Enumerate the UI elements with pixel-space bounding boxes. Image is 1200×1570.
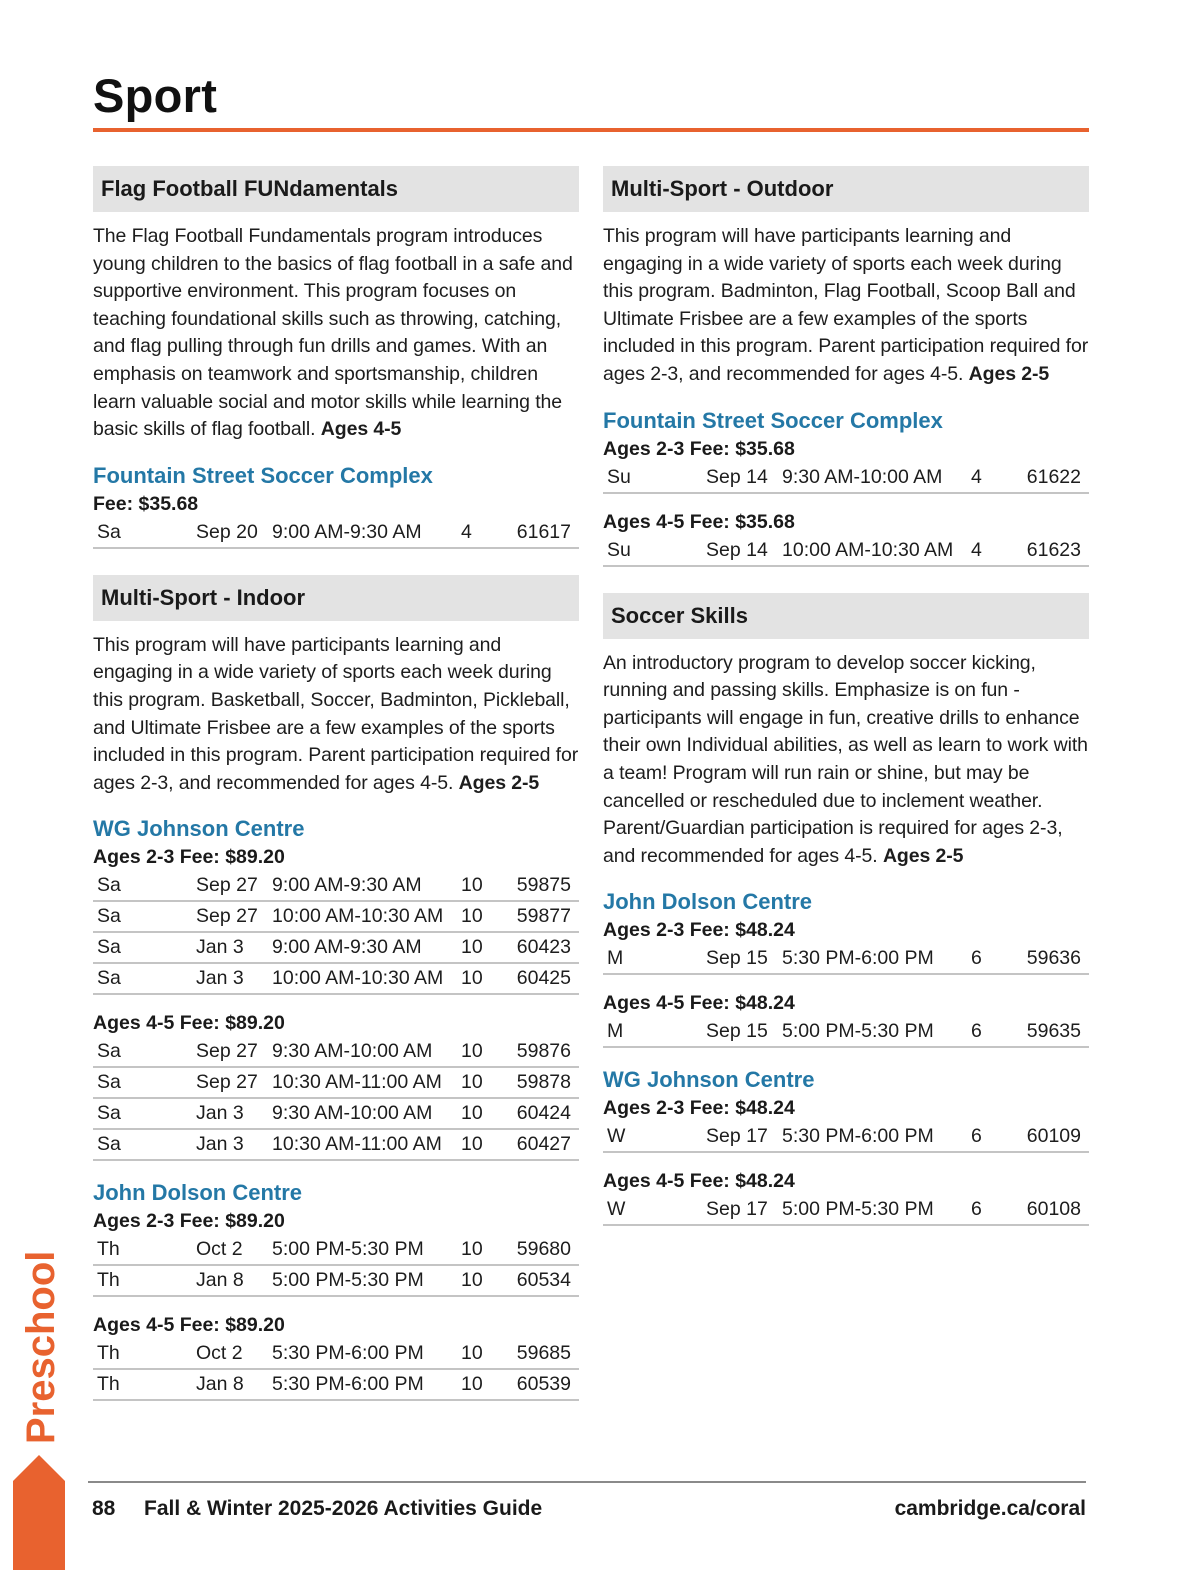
age-range: Ages 2-5 xyxy=(968,362,1050,385)
program-description: An introductory program to develop soccer kicking, running and passing skills. Emphasize is on fun - participants will engage in fun, creative drills to enhance their own Individual abilities, as well as learn to work with a team! Program will run rain or shine, but may be cancelled or rescheduled due to inclement weather. Parent/Guardian participation is required for ages 2-3, and recommended for ages 4-5. Ages 2-5 xyxy=(603,651,1088,867)
section-header: Flag Football FUNdamentals xyxy=(93,166,579,212)
course-code-cell: 59877 xyxy=(516,905,571,928)
day-cell: M xyxy=(607,1020,624,1043)
time-cell: 10:30 AM-11:00 AM xyxy=(272,1133,442,1156)
day-cell: Th xyxy=(97,1269,120,1292)
schedule-table xyxy=(93,1235,579,1297)
sessions-cell: 10 xyxy=(461,936,483,959)
fee-label: Ages 4-5 Fee: $89.20 xyxy=(93,1314,285,1337)
sessions-cell: 10 xyxy=(461,1040,483,1063)
schedule-row xyxy=(93,902,579,933)
schedule-table xyxy=(93,1037,579,1161)
course-code-cell: 59680 xyxy=(516,1238,571,1261)
course-code-cell: 60423 xyxy=(516,936,571,959)
course-code-cell: 60539 xyxy=(516,1373,571,1396)
date-cell: Sep 15 xyxy=(706,1020,768,1043)
time-cell: 5:00 PM-5:30 PM xyxy=(272,1238,424,1261)
day-cell: W xyxy=(607,1198,626,1221)
schedule-table xyxy=(603,1122,1089,1153)
fee-label: Ages 2-3 Fee: $48.24 xyxy=(603,1097,795,1120)
date-cell: Jan 3 xyxy=(196,1133,244,1156)
sessions-cell: 10 xyxy=(461,1102,483,1125)
sessions-cell: 6 xyxy=(971,1125,982,1148)
day-cell: Sa xyxy=(97,936,121,959)
day-cell: Sa xyxy=(97,520,121,543)
schedule-row xyxy=(93,1339,579,1370)
sessions-cell: 4 xyxy=(461,520,472,543)
time-cell: 9:30 AM-10:00 AM xyxy=(272,1102,433,1125)
fee-label: Fee: $35.68 xyxy=(93,492,199,515)
location-heading: Fountain Street Soccer Complex xyxy=(93,462,433,488)
date-cell: Sep 27 xyxy=(196,1040,258,1063)
sessions-cell: 10 xyxy=(461,874,483,897)
schedule-row xyxy=(603,1122,1089,1153)
day-cell: Th xyxy=(97,1373,120,1396)
location-heading: John Dolson Centre xyxy=(93,1180,303,1206)
side-tab-arrow xyxy=(13,1455,65,1570)
fee-label: Ages 4-5 Fee: $48.24 xyxy=(603,1170,795,1193)
schedule-row xyxy=(603,536,1089,567)
fee-label: Ages 2-3 Fee: $89.20 xyxy=(93,846,285,869)
sessions-cell: 10 xyxy=(461,1269,483,1292)
left-column xyxy=(93,166,579,1401)
age-range: Ages 4-5 xyxy=(320,418,402,441)
day-cell: Sa xyxy=(97,1102,121,1125)
date-cell: Sep 27 xyxy=(196,905,258,928)
program-multi-sport-indoor xyxy=(93,575,579,1402)
day-cell: M xyxy=(607,947,624,970)
section-header: Multi-Sport - Indoor xyxy=(93,575,579,621)
time-cell: 5:30 PM-6:00 PM xyxy=(272,1373,424,1396)
day-cell: Sa xyxy=(97,1040,121,1063)
schedule-row xyxy=(93,1370,579,1401)
program-soccer-skills xyxy=(603,593,1089,1227)
day-cell: Sa xyxy=(97,1133,121,1156)
schedule-row xyxy=(93,1130,579,1161)
time-cell: 9:00 AM-9:30 AM xyxy=(272,520,422,543)
time-cell: 10:00 AM-10:30 AM xyxy=(782,538,954,561)
time-cell: 9:00 AM-9:30 AM xyxy=(272,874,422,897)
course-code-cell: 60108 xyxy=(1026,1198,1081,1221)
date-cell: Jan 8 xyxy=(196,1269,244,1292)
fee-label: Ages 4-5 Fee: $35.68 xyxy=(603,510,795,533)
date-cell: Sep 27 xyxy=(196,1071,258,1094)
website-link[interactable]: cambridge.ca/coral xyxy=(894,1497,1086,1520)
date-cell: Sep 27 xyxy=(196,874,258,897)
schedule-table xyxy=(93,1339,579,1401)
sessions-cell: 10 xyxy=(461,1133,483,1156)
day-cell: Sa xyxy=(97,874,121,897)
time-cell: 9:30 AM-10:00 AM xyxy=(272,1040,433,1063)
sessions-cell: 10 xyxy=(461,1342,483,1365)
course-code-cell: 61622 xyxy=(1026,465,1081,488)
fee-label: Ages 2-3 Fee: $35.68 xyxy=(603,437,795,460)
course-code-cell: 59635 xyxy=(1026,1020,1081,1043)
day-cell: Su xyxy=(607,538,631,561)
time-cell: 10:30 AM-11:00 AM xyxy=(272,1071,442,1094)
schedule-row xyxy=(603,1017,1089,1048)
date-cell: Sep 20 xyxy=(196,520,258,543)
location-heading: WG Johnson Centre xyxy=(93,816,305,842)
time-cell: 9:30 AM-10:00 AM xyxy=(782,465,943,488)
time-cell: 5:00 PM-5:30 PM xyxy=(782,1020,934,1043)
course-code-cell: 60424 xyxy=(516,1102,571,1125)
date-cell: Jan 3 xyxy=(196,1102,244,1125)
date-cell: Sep 14 xyxy=(706,465,768,488)
day-cell: W xyxy=(607,1125,626,1148)
date-cell: Sep 17 xyxy=(706,1198,768,1221)
section-side-label xyxy=(12,1246,64,1446)
day-cell: Sa xyxy=(97,1071,121,1094)
schedule-table xyxy=(93,518,579,549)
schedule-row xyxy=(93,1099,579,1130)
location-heading: Fountain Street Soccer Complex xyxy=(603,407,943,433)
sessions-cell: 10 xyxy=(461,1071,483,1094)
course-code-cell: 59875 xyxy=(516,874,571,897)
schedule-table xyxy=(93,871,579,995)
program-multi-sport-outdoor xyxy=(603,166,1089,567)
course-code-cell: 60425 xyxy=(516,967,571,990)
schedule-row xyxy=(93,1037,579,1068)
location-heading: WG Johnson Centre xyxy=(603,1067,815,1093)
schedule-table xyxy=(603,944,1089,975)
course-code-cell: 59878 xyxy=(516,1071,571,1094)
date-cell: Sep 17 xyxy=(706,1125,768,1148)
schedule-table xyxy=(603,1017,1089,1048)
course-code-cell: 61617 xyxy=(516,520,571,543)
date-cell: Oct 2 xyxy=(196,1342,243,1365)
day-cell: Su xyxy=(607,465,631,488)
day-cell: Sa xyxy=(97,905,121,928)
schedule-row xyxy=(603,1195,1089,1226)
course-code-cell: 60534 xyxy=(516,1269,571,1292)
time-cell: 10:00 AM-10:30 AM xyxy=(272,967,444,990)
sessions-cell: 6 xyxy=(971,1198,982,1221)
title-divider xyxy=(93,128,1089,132)
date-cell: Sep 14 xyxy=(706,538,768,561)
date-cell: Jan 3 xyxy=(196,967,244,990)
day-cell: Th xyxy=(97,1238,120,1261)
sessions-cell: 4 xyxy=(971,465,982,488)
right-column xyxy=(603,166,1089,1226)
sessions-cell: 10 xyxy=(461,1373,483,1396)
age-range: Ages 2-5 xyxy=(458,771,540,794)
fee-label: Ages 2-3 Fee: $48.24 xyxy=(603,919,795,942)
schedule-table xyxy=(603,536,1089,567)
schedule-row xyxy=(93,518,579,549)
sessions-cell: 4 xyxy=(971,538,982,561)
footer-divider xyxy=(88,1481,1086,1483)
sessions-cell: 10 xyxy=(461,967,483,990)
time-cell: 5:30 PM-6:00 PM xyxy=(782,1125,934,1148)
course-code-cell: 59685 xyxy=(516,1342,571,1365)
program-description: This program will have participants learning and engaging in a wide variety of sports each week during this program. Basketball, Soccer, Badminton, Pickleball, and Ultimate Frisbee are a few examples of the sports included in this program. Parent participation required for ages 2-3, and recommended for ages 4-5. Ages 2-5 xyxy=(93,633,579,794)
date-cell: Jan 3 xyxy=(196,936,244,959)
schedule-row xyxy=(603,463,1089,494)
day-cell: Th xyxy=(97,1342,120,1365)
schedule-row xyxy=(93,964,579,995)
sessions-cell: 6 xyxy=(971,1020,982,1043)
sessions-cell: 10 xyxy=(461,905,483,928)
program-description: The Flag Football Fundamentals program introduces young children to the basics of flag football in a safe and supportive environment. This program focuses on teaching foundational skills such as throwing, catching, and flag pulling through fun drills and games. With an emphasis on teamwork and sportsmanship, children learn valuable social and motor skills while learning the basic skills of flag football. Ages 4-5 xyxy=(93,225,573,441)
course-code-cell: 60427 xyxy=(516,1133,571,1156)
schedule-row xyxy=(603,944,1089,975)
course-code-cell: 60109 xyxy=(1026,1125,1081,1148)
course-code-cell: 59876 xyxy=(516,1040,571,1063)
section-header: Multi-Sport - Outdoor xyxy=(603,166,1089,212)
day-cell: Sa xyxy=(97,967,121,990)
date-cell: Jan 8 xyxy=(196,1373,244,1396)
fee-label: Ages 4-5 Fee: $89.20 xyxy=(93,1012,285,1035)
page-title: Sport xyxy=(93,69,218,122)
time-cell: 10:00 AM-10:30 AM xyxy=(272,905,444,928)
fee-label: Ages 4-5 Fee: $48.24 xyxy=(603,992,795,1015)
schedule-table xyxy=(603,1195,1089,1226)
program-flag-football xyxy=(93,166,579,549)
guide-title: Fall & Winter 2025-2026 Activities Guide xyxy=(144,1497,543,1520)
fee-label: Ages 2-3 Fee: $89.20 xyxy=(93,1210,285,1233)
time-cell: 5:30 PM-6:00 PM xyxy=(272,1342,424,1365)
schedule-row xyxy=(93,871,579,902)
time-cell: 5:30 PM-6:00 PM xyxy=(782,947,934,970)
schedule-table xyxy=(603,463,1089,494)
course-code-cell: 59636 xyxy=(1026,947,1081,970)
date-cell: Oct 2 xyxy=(196,1238,243,1261)
time-cell: 5:00 PM-5:30 PM xyxy=(272,1269,424,1292)
time-cell: 9:00 AM-9:30 AM xyxy=(272,936,422,959)
sessions-cell: 6 xyxy=(971,947,982,970)
age-range: Ages 2-5 xyxy=(882,844,964,867)
location-heading: John Dolson Centre xyxy=(603,889,813,915)
page-number: 88 xyxy=(92,1497,116,1520)
schedule-row xyxy=(93,933,579,964)
sessions-cell: 10 xyxy=(461,1238,483,1261)
schedule-row xyxy=(93,1235,579,1266)
date-cell: Sep 15 xyxy=(706,947,768,970)
side-label-text: Preschool xyxy=(19,1250,63,1444)
time-cell: 5:00 PM-5:30 PM xyxy=(782,1198,934,1221)
section-header: Soccer Skills xyxy=(603,593,1089,639)
program-description: This program will have participants learning and engaging in a wide variety of sports each week during this program. Badminton, Flag Football, Scoop Ball and Ultimate Frisbee are a few examples of the sports included in this program. Parent participation required for ages 2-3, and recommended for ages 4-5. Ages 2-5 xyxy=(603,225,1089,385)
schedule-row xyxy=(93,1068,579,1099)
schedule-row xyxy=(93,1266,579,1297)
course-code-cell: 61623 xyxy=(1026,538,1081,561)
